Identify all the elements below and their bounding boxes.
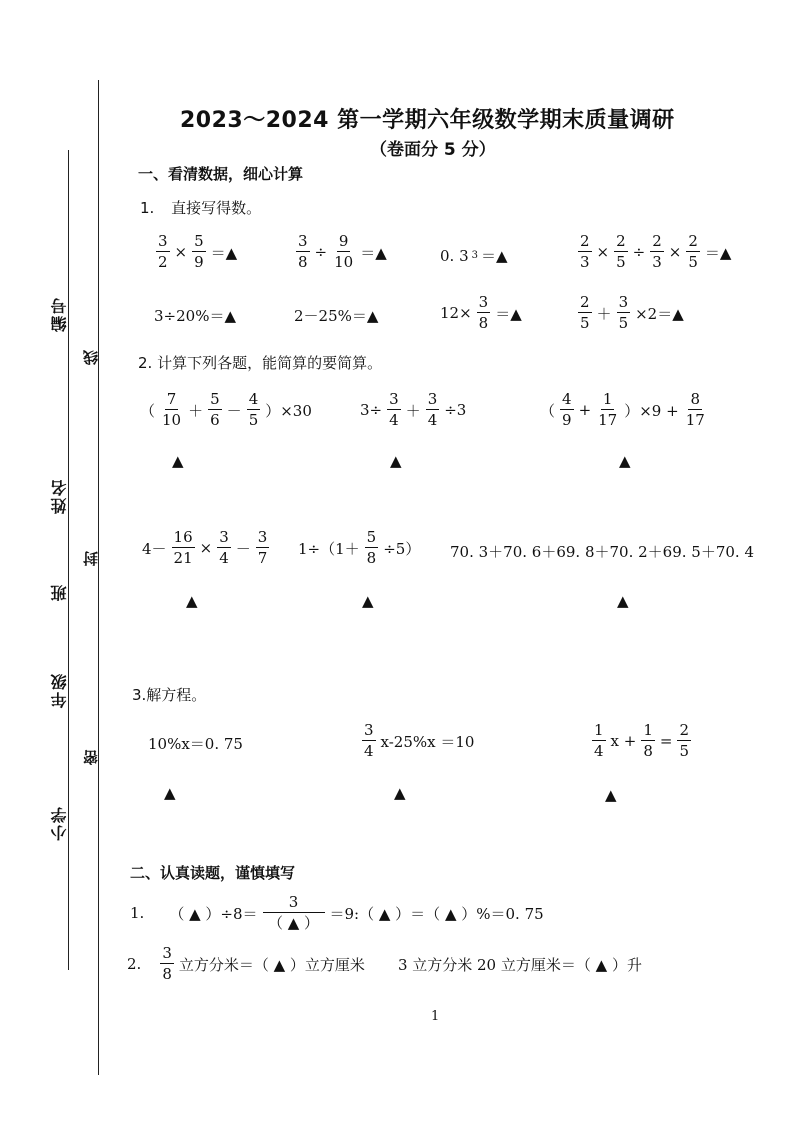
fraction: $\frac{3}{8}$ [162,944,172,983]
fraction: $\frac{1}{17}$ [598,390,618,429]
answer-triangle: ▲ [617,592,629,610]
grade-label: 年级 [50,672,69,708]
equation-1: 10%x＝0. 75 [148,735,243,753]
fill-question-2: 2. $\frac{3}{8}$ 立方分米＝（ ▲ ）立方厘米 3 立方分米 20 立方厘米＝（ ▲ ）升 [127,944,642,983]
calc-item-d: $\frac{2}{3}$ × $\frac{2}{5}$ ÷ $\frac{2}{3}$ × $\frac{2}{5}$ ＝▲ [580,232,732,271]
section-1-title: 一、看清数据，细心计算 [138,165,304,183]
fraction: $\frac{2}{5}$ [580,293,590,332]
binding-line-inner [98,80,99,1075]
seal-feng-mark: 封 [82,551,100,566]
answer-triangle: ▲ [619,452,631,470]
question-number: 1. [130,904,145,922]
simplify-expr-2: 3÷ $\frac{3}{4}$ ＋ $\frac{3}{4}$ ÷3 [360,390,467,429]
fraction: $\frac{1}{8}$ [643,721,653,760]
fraction: $\frac{5}{9}$ [194,232,204,271]
calc-item-g: 12× $\frac{3}{8}$ ＝▲ [440,293,522,332]
answer-triangle: ▲ [605,786,617,804]
fraction: $\frac{3}{4}$ [364,721,374,760]
answer-placeholder: ＝▲ [481,247,508,265]
seal-line-mark: 线 [82,350,100,365]
simplify-expr-4: 4－ $\frac{16}{21}$ × $\frac{3}{4}$ － $\frac{3}{7}$ [142,528,268,567]
calc-item-e: 3÷20%＝▲ [154,307,236,325]
simplify-expr-3: （ $\frac{4}{9}$ + $\frac{1}{17}$ ）×9 + $\frac{8}{17}$ [540,390,705,429]
q1-1-prompt [140,197,261,218]
fraction: $\frac{3}{5}$ [618,293,629,332]
q1-1-text: 直接写得数。 [171,199,262,217]
calc-item-a: $\frac{3}{2}$ × $\frac{5}{9}$ ＝▲ [158,232,238,271]
calc-item-f: 2－25%＝▲ [294,307,379,325]
answer-triangle: ▲ [164,784,176,802]
fraction: $\frac{1}{4}$ [594,721,604,760]
fraction: $\frac{2}{3}$ [652,232,662,271]
answer-triangle: ▲ [362,592,374,610]
simplify-expr-6: 70. 3＋70. 6＋69. 8＋70. 2＋69. 5＋70. 4 [450,543,754,561]
fraction: $\frac{4}{5}$ [248,390,259,429]
q1-1-number: 1. [140,199,155,217]
fraction: $\frac{4}{9}$ [562,390,572,429]
fraction: $\frac{3}{2}$ [158,232,168,271]
fraction: $\frac{5}{8}$ [366,528,377,567]
fraction: $\frac{2}{5}$ [688,232,698,271]
calc-item-b: $\frac{3}{8}$ ÷ $\frac{9}{10}$ ＝▲ [298,232,387,271]
fraction: $\frac{2}{5}$ [616,232,626,271]
fraction: $\frac{2}{3}$ [580,232,590,271]
fill-question-1: 1. （ ▲ ）÷8＝ $\frac{3}{( ▲ )}$ ＝9:（ ▲ ）＝（ ▲ ）%＝0. 75 [130,893,544,932]
answer-triangle: ▲ [394,784,406,802]
fraction: $\frac{5}{6}$ [210,390,220,429]
fraction: $\frac{3}{( ▲ )}$ [263,895,325,931]
q1-3-prompt: 3.解方程。 [132,686,207,704]
answer-triangle: ▲ [186,592,198,610]
fraction: $\frac{3}{4}$ [389,390,399,429]
binding-line-outer [68,150,69,970]
page-number: 1 [431,1009,440,1024]
answer-triangle: ▲ [172,452,184,470]
name-label: 姓名 [50,478,69,514]
answer-placeholder: ×2＝▲ [635,304,684,323]
simplify-expr-1: （ $\frac{7}{10}$ ＋ $\frac{5}{6}$ － $\frac{4}{5}$ ）×30 [140,390,312,429]
equation-2: $\frac{3}{4}$ x-25%x ＝10 [364,721,475,760]
answer-placeholder: ＝▲ [210,243,238,262]
fraction: $\frac{16}{21}$ [173,528,193,567]
class-label: 班 [50,583,69,601]
question-number: 2. [127,955,142,973]
id-label: 编号 [50,296,69,332]
fraction: $\frac{8}{17}$ [685,390,705,429]
fraction: $\frac{2}{5}$ [679,721,690,760]
fraction: $\frac{3}{8}$ [298,232,308,271]
section-2-title: 二、认真读题，谨慎填写 [130,864,296,882]
page-title: 2023～2024 第一学期六年级数学期末质量调研 [180,108,675,133]
answer-placeholder: ＝▲ [704,243,732,262]
simplify-expr-5: 1÷（1＋ $\frac{5}{8}$ ÷5） [298,528,421,567]
equation-3: $\frac{1}{4}$ x + $\frac{1}{8}$ = $\frac{2}{5}$ [594,721,690,760]
seal-mi-mark: 密 [82,750,100,765]
answer-placeholder: ＝▲ [360,243,387,262]
fraction: $\frac{3}{7}$ [257,528,268,567]
calc-item-h: $\frac{2}{5}$ ＋ $\frac{3}{5}$ ×2＝▲ [580,293,684,332]
q1-2-prompt: 2. 计算下列各题，能简算的要简算。 [138,354,383,372]
fraction: $\frac{3}{4}$ [427,390,438,429]
calc-item-c: 0. 3 3 ＝▲ [440,246,508,265]
fraction: $\frac{7}{10}$ [162,390,182,429]
answer-triangle: ▲ [390,452,402,470]
fraction: $\frac{3}{8}$ [478,293,489,332]
fraction: $\frac{9}{10}$ [334,232,354,271]
answer-placeholder: ＝▲ [495,304,522,323]
page-subtitle: （卷面分 5 分） [370,140,496,160]
school-label: 小学 [50,805,69,841]
fraction: $\frac{3}{4}$ [219,528,229,567]
